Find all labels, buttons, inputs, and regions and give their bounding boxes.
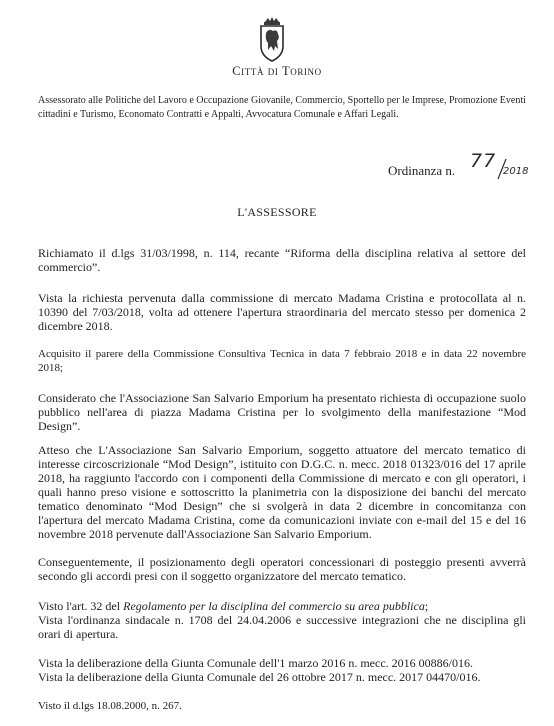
ordinance-year: 2018 <box>503 166 529 177</box>
paragraph-dlgs-267: Visto il d.lgs 18.08.2000, n. 267. <box>38 700 182 712</box>
regolamento-prefix: Visto l'art. 32 del <box>38 599 124 613</box>
paragraph-conseguentemente: Conseguentemente, il posizionamento degli operatori concessionari di posteggio presenti avverrà secondo gli accordi presi con il soggetto organizzatore del mercato tematico. <box>38 555 526 583</box>
paragraph-ordinanza-sindacale: Vista l'ordinanza sindacale n. 1708 del 24.04.2006 e successive integrazioni che ne disciplina gli orari di apertura. <box>38 613 526 641</box>
ordinance-label: Ordinanza n. <box>388 163 456 178</box>
paragraph-considerato: Considerato che l'Associazione San Salvario Emporium ha presentato richiesta di occupazione suolo pubblico nell'area di piazza Madama Cristina per lo svolgimento della manifestazione “Mod Design”. <box>38 391 526 433</box>
regolamento-suffix: ; <box>424 599 429 613</box>
paragraph-richiesta: Vista la richiesta pervenuta dalla commissione di mercato Madama Cristina e protocollata al n. 10390 del 7/03/2018, volta ad ottenere l'apertura straordinaria del mercato stesso per domenica 2 dicembre 2018. <box>38 291 526 333</box>
paragraph-deliberazione-2017: Vista la deliberazione della Giunta Comunale del 26 ottobre 2017 n. mecc. 2017 04470/016. <box>38 670 481 684</box>
regolamento-title: Regolamento per la disciplina del commercio su area pubblica <box>123 599 425 613</box>
paragraph-richiamato: Richiamato il d.lgs 31/03/1998, n. 114, recante “Riforma della disciplina relativa al settore del commercio”. <box>38 246 526 274</box>
city-title: Città di Torino <box>232 64 322 78</box>
section-heading: L'ASSESSORE <box>237 205 317 219</box>
city-crest-icon <box>256 16 288 62</box>
ordinance-number: 77 <box>470 150 497 172</box>
department-line: Assessorato alle Politiche del Lavoro e Occupazione Giovanile, Commercio, Sportello per le Imprese, Promozione Eventi cittadini e Turismo, Economato Contratti e Appalti, Avvocatura Comunale e Affari Legali. <box>38 95 526 120</box>
paragraph-atteso: Atteso che L'Associazione San Salvario Emporium, soggetto attuatore del mercato tematico di interesse circoscrizionale “Mod Design”, istituito con D.G.C. n. mecc. 2018 01323/016 del 17 aprile 2018, ha raggiunto l'accordo con i componenti della Commissione di mercato e con gli operatori, i quali hanno preso visione e sottoscritto la planimetria con la disposizione dei banchi del mercato tematico denominato “Mod Design” che si svolgerà in data 2 dicembre in concomitanza con l'apertura del mercato Madama Cristina, come da comunicazioni inviate con e-mail del 15 e del 16 novembre 2018 pervenute dall'Associazione San Salvario Emporium. <box>38 443 526 541</box>
paragraph-regolamento <box>38 599 526 613</box>
paragraph-parere: Acquisito il parere della Commissione Consultiva Tecnica in data 7 febbraio 2018 e in data 22 novembre 2018; <box>38 348 526 374</box>
paragraph-deliberazione-2016: Vista la deliberazione della Giunta Comunale dell'1 marzo 2016 n. mecc. 2016 00886/016. <box>38 656 473 670</box>
